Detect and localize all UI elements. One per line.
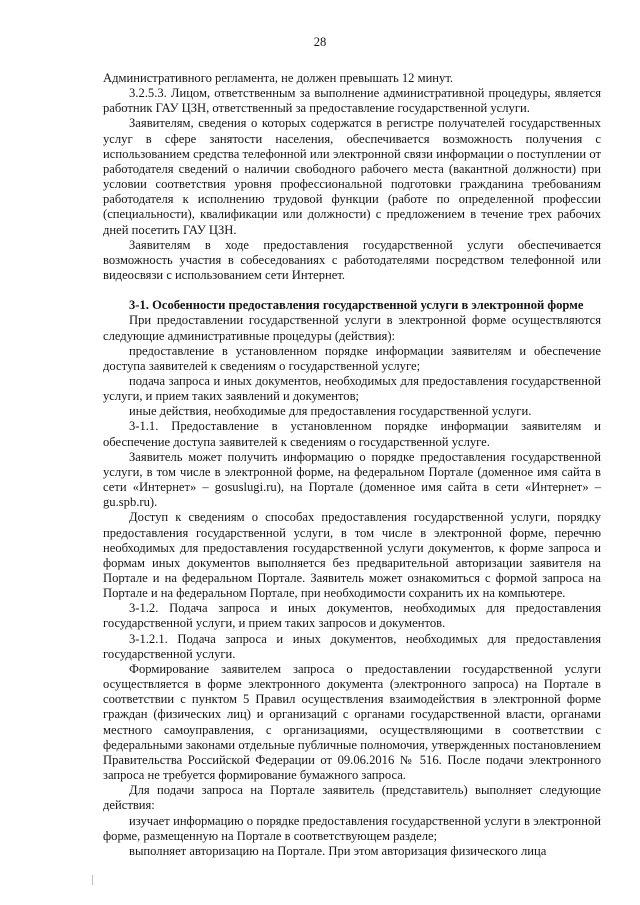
paragraph-access-info: Доступ к сведениям о способах предоставления государственной услуги, порядку предоставления государственной услуги, в том числе в электронной форме, перечню необходимых для предоставления государственной услуги документов, к форме запроса и формам иных документов выполняется без предварительной авторизации заявителя на Портале и на федеральном Портале. Заявитель может ознакомиться с формой запроса на Портале и на федеральном Портале, при необходимости сохранить их на компьютере. [103,510,601,601]
list-item-authorization: выполняет авторизацию на Портале. При этом авторизация физического лица [129,843,547,858]
page-number: 28 [313,35,327,49]
list-item-info-provision: предоставление в установленном порядке информации заявителям и обеспечение доступа заявителей к сведениям о государственной услуге; [103,343,601,373]
document-body [103,71,601,859]
paragraph-clause-3-1-1: 3-1.1. Предоставление в установленном порядке информации заявителям и обеспечение доступа заявителей к сведениям о государственной услуге. [103,419,601,449]
list-item-study-info: изучает информацию о порядке предоставления государственной услуги в электронной форме, размещенную на Портале в соответствующем разделе; [103,813,601,843]
list-item-other-actions: иные действия, необходимые для предоставления государственной услуги. [129,404,532,419]
section-heading: 3-1. Особенности предоставления государственной услуги в электронной форме [129,298,584,313]
paragraph-responsible-person: 3.2.5.3. Лицом, ответственным за выполнение административной процедуры, является работник ГАУ ЦЗН, ответственный за предоставление государственной услуги. [103,86,601,116]
paragraph-portal-actions-intro: Для подачи запроса на Портале заявитель (представитель) выполняет следующие действия: [103,783,601,813]
paragraph-interviews: Заявителям в ходе предоставления государственной услуги обеспечивается возможность участия в собеседованиях с работодателями посредством телефонной или видеосвязи с использованием сети Интернет. [103,237,601,283]
section-gap [103,283,601,298]
list-item-request-submission: подача запроса и иных документов, необходимых для предоставления государственной услуги, и прием таких заявлений и документов; [103,373,601,404]
paragraph-portal-info: Заявитель может получить информацию о порядке предоставления государственной услуги, в том числе в электронной форме, на федеральном Портале (доменное имя сайта в сети «Интернет» – gosuslugi.ru), на Портале (доменное имя сайта в сети «Интернет» – gu.spb.ru). [103,449,601,510]
paragraph-vacancy-info: Заявителям, сведения о которых содержатся в регистре получателей государственных услуг в сфере занятости населения, обеспечивается возможность получения с использованием средства телефонной или электронной связи информации о поступлении от работодателя сведений о наличии свободного рабочего места (вакантной должности) при условии соответствия уровня профессиональной подготовки гражданина требованиям работодателя к исполнению трудовой функции (работе по определенной профессии (специальности), квалификации или должности) с предложением в течение трех рабочих дней посетить ГАУ ЦЗН. [103,116,601,237]
paragraph-procedures-intro: При предоставлении государственной услуги в электронной форме осуществляются следующие административные процедуры (действия): [103,313,601,343]
paragraph-clause-3-1-2-1: 3-1.2.1. Подача запроса и иных документов, необходимых для предоставления государственной услуги. [103,631,601,661]
margin-mark [92,875,93,885]
paragraph-clause-3-1-2: 3-1.2. Подача запроса и иных документов, необходимых для предоставления государственной услуги, и прием таких запросов и документов. [103,601,601,631]
paragraph-electronic-request: Формирование заявителем запроса о предоставлении государственной услуги осуществляется в форме электронного документа (электронного запроса) на Портале в соответствии с пунктом 5 Правил осуществления взаимодействия в электронной форме граждан (физических лиц) и организаций с органами государственной власти, органами местного самоуправления, с организациями, осуществляющими в соответствии с федеральными законами отдельные публичные полномочия, утвержденных постановлением Правительства Российской Федерации от 09.06.2016 № 516. После подачи электронного запроса не требуется формирование бумажного запроса. [103,661,601,783]
paragraph-regulation-end: Административного регламента, не должен превышать 12 минут. [103,71,454,85]
